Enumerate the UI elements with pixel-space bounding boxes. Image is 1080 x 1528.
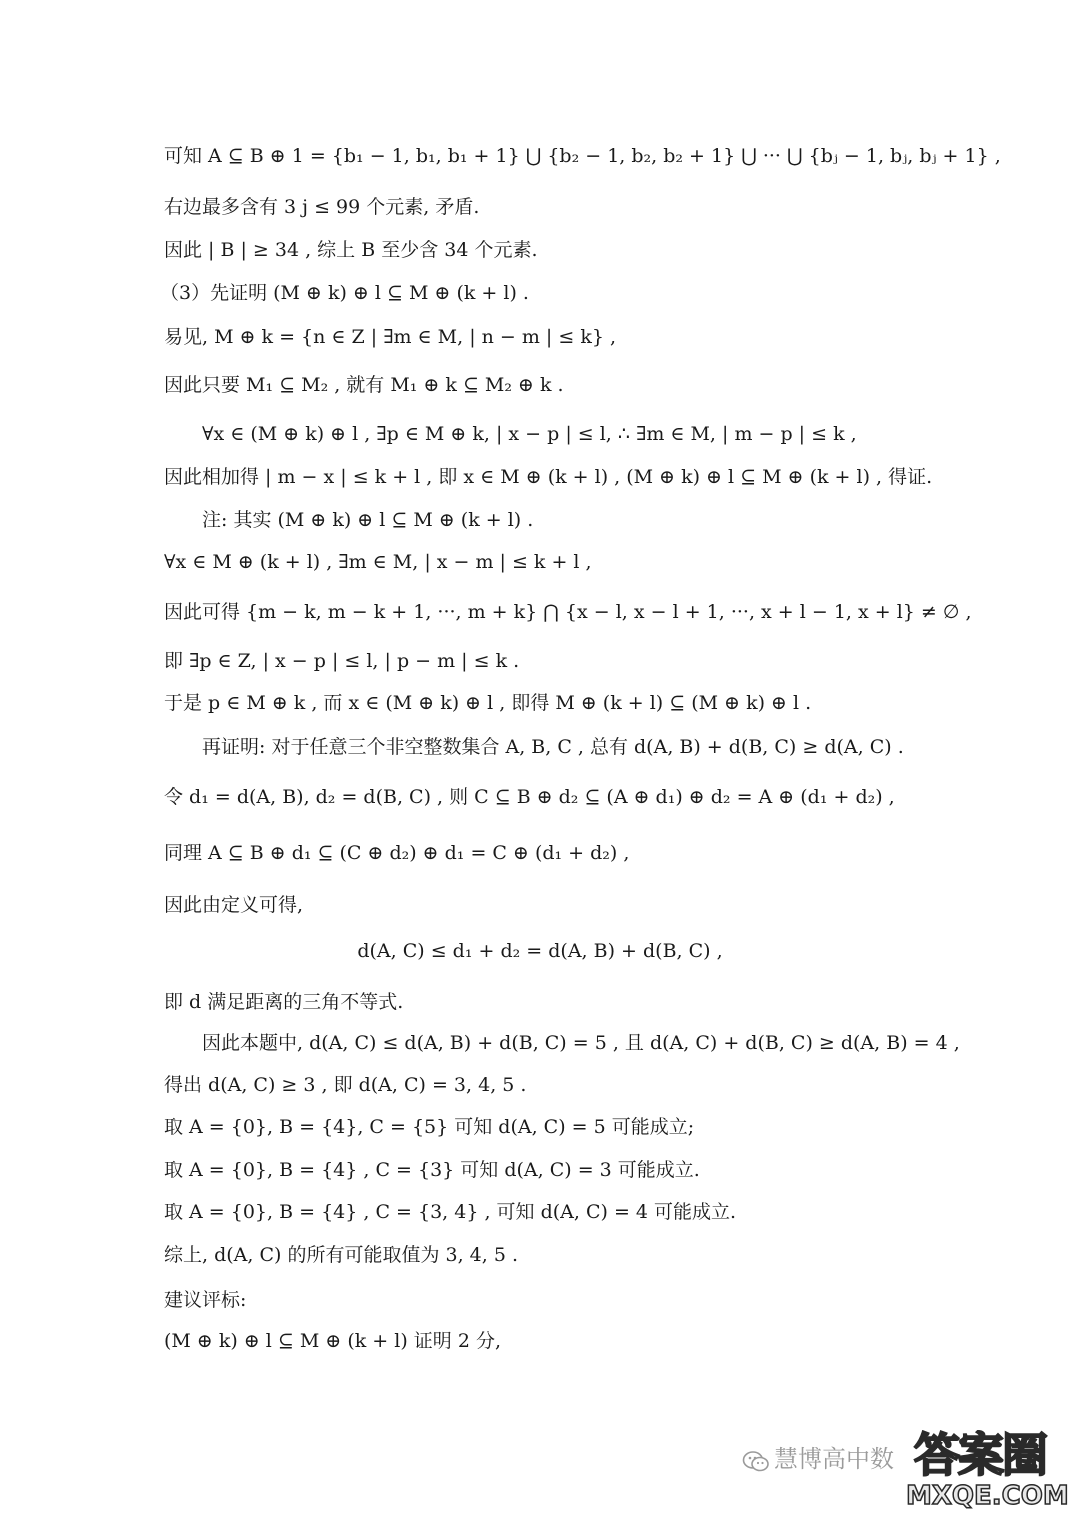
text-line: 取 A = {0}, B = {4}, C = {5} 可知 d(A, C) = 5 可能成立;: [164, 1116, 695, 1138]
text-line: 取 A = {0}, B = {4} , C = {3, 4} , 可知 d(A, C) = 4 可能成立.: [164, 1201, 737, 1223]
text-line: (M ⊕ k) ⊕ l ⊆ M ⊕ (k + l) 证明 2 分,: [164, 1330, 501, 1352]
formula-line: d(A, C) ≤ d₁ + d₂ = d(A, B) + d(B, C) ,: [357, 940, 723, 962]
text-line: 易见, M ⊕ k = {n ∈ Z | ∃m ∈ M, | n − m | ≤ k} ,: [164, 326, 617, 348]
text-line: 于是 p ∈ M ⊕ k , 而 x ∈ (M ⊕ k) ⊕ l , 即得 M ⊕ (k + l) ⊆ (M ⊕ k) ⊕ l .: [164, 692, 812, 714]
text-line: （3）先证明 (M ⊕ k) ⊕ l ⊆ M ⊕ (k + l) .: [160, 282, 529, 304]
text-line: 右边最多含有 3 j ≤ 99 个元素, 矛盾.: [164, 196, 480, 218]
text-line: 即 d 满足距离的三角不等式.: [164, 991, 404, 1013]
text-line: 即 ∃p ∈ Z, | x − p | ≤ l, | p − m | ≤ k .: [164, 650, 520, 672]
watermark-logo: [902, 1430, 1072, 1516]
text-line: 因此由定义可得,: [164, 894, 304, 916]
text-line: 建议评标:: [164, 1289, 247, 1311]
watermark-logo-domain: MXQE.COM: [906, 1481, 1069, 1511]
text-line: 因此可得 {m − k, m − k + 1, ···, m + k} ⋂ {x − l, x − l + 1, ···, x + l − 1, x + l} ≠ ∅ ,: [164, 601, 972, 623]
wechat-icon: [742, 1450, 770, 1474]
text-line: 同理 A ⊆ B ⊕ d₁ ⊆ (C ⊕ d₂) ⊕ d₁ = C ⊕ (d₁ + d₂) ,: [164, 842, 630, 864]
watermark: [742, 1430, 1072, 1516]
text-line: 可知 A ⊆ B ⊕ 1 = {b₁ − 1, b₁, b₁ + 1} ⋃ {b₂ − 1, b₂, b₂ + 1} ⋃ ··· ⋃ {bⱼ − 1, bⱼ, bⱼ + 1} ,: [164, 145, 1001, 167]
text-line: 取 A = {0}, B = {4} , C = {3} 可知 d(A, C) = 3 可能成立.: [164, 1159, 700, 1181]
text-line: 因此相加得 | m − x | ≤ k + l , 即 x ∈ M ⊕ (k + l) , (M ⊕ k) ⊕ l ⊆ M ⊕ (k + l) , 得证.: [164, 466, 933, 488]
text-line: 因此本题中, d(A, C) ≤ d(A, B) + d(B, C) = 5 , 且 d(A, C) + d(B, C) ≥ d(A, B) = 4 ,: [202, 1032, 960, 1054]
text-line: ∀x ∈ (M ⊕ k) ⊕ l , ∃p ∈ M ⊕ k, | x − p | ≤ l, ∴ ∃m ∈ M, | m − p | ≤ k ,: [202, 423, 857, 445]
text-line: 因此只要 M₁ ⊆ M₂ , 就有 M₁ ⊕ k ⊆ M₂ ⊕ k .: [164, 374, 564, 396]
text-line: ∀x ∈ M ⊕ (k + l) , ∃m ∈ M, | x − m | ≤ k + l ,: [164, 551, 592, 573]
text-line: 令 d₁ = d(A, B), d₂ = d(B, C) , 则 C ⊆ B ⊕ d₂ ⊆ (A ⊕ d₁) ⊕ d₂ = A ⊕ (d₁ + d₂) ,: [164, 786, 895, 808]
watermark-account-text: 慧博高中数: [774, 1445, 894, 1473]
text-line: 注: 其实 (M ⊕ k) ⊕ l ⊆ M ⊕ (k + l) .: [202, 509, 534, 531]
text-line: 再证明: 对于任意三个非空整数集合 A, B, C , 总有 d(A, B) + d(B, C) ≥ d(A, C) .: [202, 736, 904, 758]
watermark-logo-title: 答案圈: [914, 1430, 1046, 1482]
text-line: 综上, d(A, C) 的所有可能取值为 3, 4, 5 .: [164, 1244, 518, 1266]
text-line: 因此 | B | ≥ 34 , 综上 B 至少含 34 个元素.: [164, 239, 538, 261]
text-line: 得出 d(A, C) ≥ 3 , 即 d(A, C) = 3, 4, 5 .: [164, 1074, 527, 1096]
